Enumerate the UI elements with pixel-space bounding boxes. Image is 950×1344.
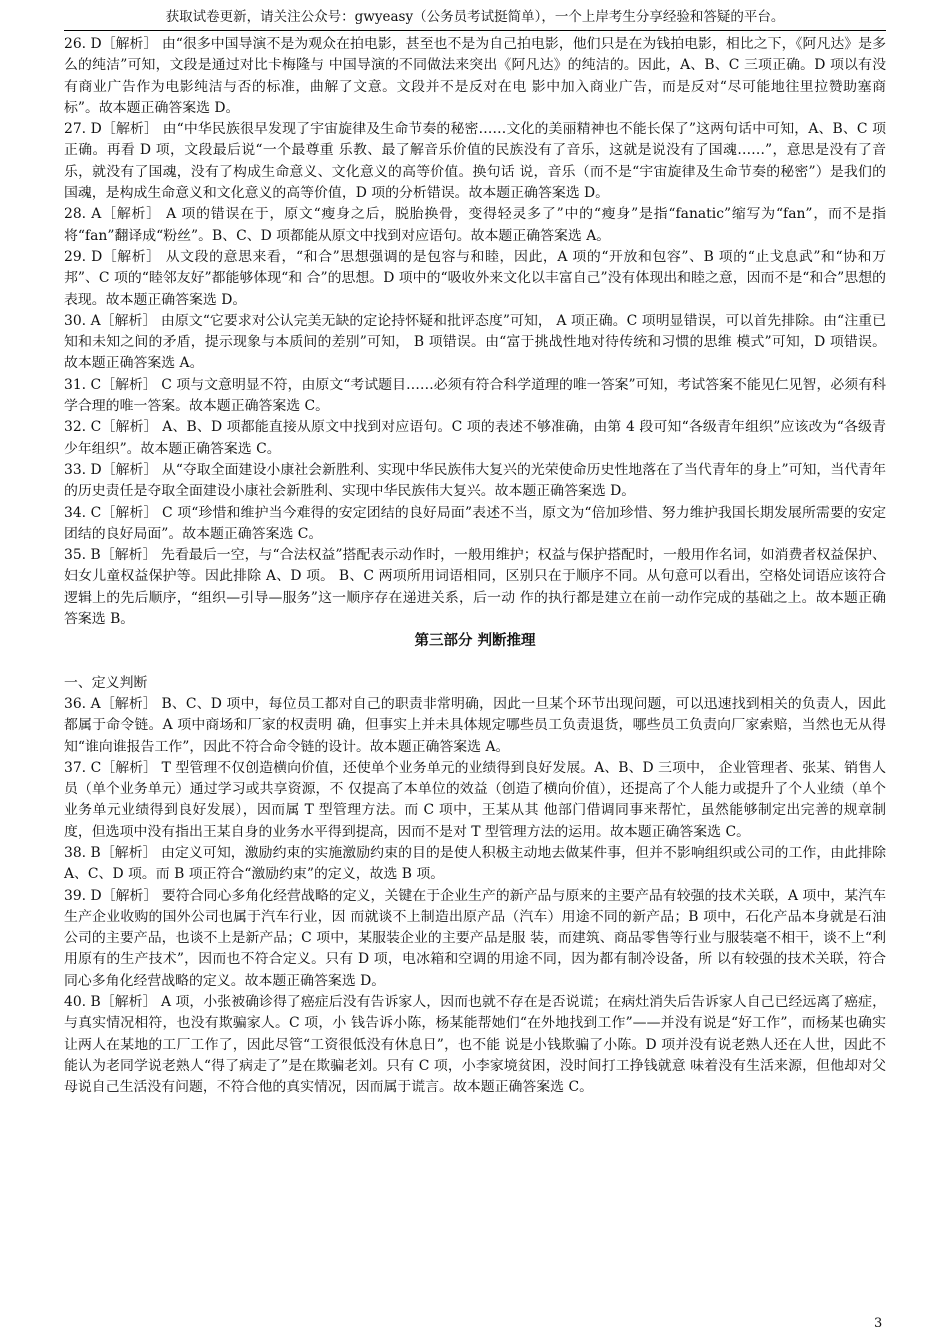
answer-40: 40. B［解析］ A 项，小张被确诊得了癌症后没有告诉家人，因而也就不存在是否说谎；在病灶消失后告诉家人自己已经远离了癌症，与真实情况相符，也没有欺骗家人。C 项，小 钱告诉小陈，杨某能帮她们“在外地找到工作”——并没有说是“好工作”，而杨某也确实让两人在某地的工厂工作了，因此尽管“工资很低没有休息日”，也不能 说是小钱欺骗了小陈。D 项并没有说老熟人还在人世，因此不能认为老同学说老熟人“得了病走了”是在欺骗老刘。只有 C 项，小李家境贫困，没时间打工挣钱就意 味着没有生活来源，但他却对父母说自己生活没有问题，不符合他的真实情况，因而属于谎言。故本题正确答案选 C。 bbox=[64, 994, 886, 1096]
answer-39: 39. D［解析］ 要符合同心多角化经营战略的定义，关键在于企业生产的新产品与原来的主要产品有较强的技术关联，A 项中，某汽车生产企业收购的国外公司也属于汽车行业，因 而就谈不上制造出原产品（汽车）用途不同的新产品；B 项中，石化产品本身就是石油公司的主要产品，也谈不上是新产品；C 项中，某服装企业的主要产品是服 装，而建筑、商品零售等行业与服装毫不相干，谈不上“利用原有的生产技术”，因而也不符合定义。只有 D 项，电冰箱和空调的用途不同，因为都有制冷设备，所 以有较强的技术关联，符合同心多角化经营战略的定义。故本题正确答案选 D。 bbox=[64, 887, 886, 989]
answer-29: 29. D［解析］ 从文段的意思来看，“和合”思想强调的是包容与和睦，因此，A 项的“开放和包容”、B 项的“止戈息武”和“协和万邦”、C 项的“睦邻友好”都能够体现“和 合”的思想。D 项中的“吸收外来文化以丰富自己”没有体现出和睦之意，因而不是“和合”思想的表现。故本题正确答案选 D。 bbox=[64, 248, 886, 308]
answer-26: 26. D［解析］ 由“很多中国导演不是为观众在拍电影，甚至也不是为自己拍电影，他们只是在为钱拍电影，相比之下，《阿凡达》是多么的纯洁”可知，文段是通过对比卡梅隆与 中国导演的不同做法来突出《阿凡达》的纯洁的。因此，A、B、C 三项正确。D 项以有没有商业广告作为电影纯洁与否的标准，曲解了文意。文段并不是反对在电 影中加入商业广告，而是反对“尽可能地往里拉赞助塞商标”。故本题正确答案选 D。 bbox=[64, 36, 886, 116]
answer-36: 36. A［解析］ B、C、D 项中，每位员工都对自己的职责非常明确，因此一旦某个环节出现问题，可以迅速找到相关的负责人，因此都属于命令链。A 项中商场和厂家的权责明 确，但事实上并未具体规定哪些员工负责退货，哪些员工负责向厂家索赔，当然也无从得知“谁向谁报告工作”，因此不符合命令链的设计。故本题正确答案选 A。 bbox=[64, 695, 886, 755]
answer-38: 38. B［解析］ 由定义可知，激励约束的实施激励约束的目的是使人积极主动地去做某件事，但并不影响组织或公司的工作，由此排除 A、C、D 项。而 B 项正符合“激励约束”的定义，故选 B 项。 bbox=[64, 844, 886, 883]
answer-28: 28. A［解析］ A 项的错误在于，原文“瘦身之后，脱胎换骨，变得轻灵多了”中的“瘦身”是指“fanatic”缩写为“fan”，而不是指将“fan”翻译成“粉丝”。B、C、D 项都能从原文中找到对应语句。故本题正确答案选 A。 bbox=[64, 206, 886, 244]
answer-30: 30. A［解析］ 由原文“它要求对公认完美无缺的定论持怀疑和批评态度”可知， A 项正确。C 项明显错误，可以首先排除。由“注重已知和未知之间的矛盾，提示现象与本质间的差别”可知， B 项错误。由“富于挑战性地对待传统和习惯的思维 模式”可知，D 项错误。故本题正确答案选 A。 bbox=[64, 312, 886, 372]
answer-31: 31. C［解析］ C 项与文意明显不符，由原文“考试题目……必须有符合科学道理的唯一答案”可知，考试答案不能见仁见智，必须有科学合理的唯一答案。故本题正确答案选 C。 bbox=[64, 376, 886, 415]
page-number: 3 bbox=[874, 1316, 883, 1331]
answer-33: 33. D［解析］ 从“夺取全面建设小康社会新胜利、实现中华民族伟大复兴的光荣使命历史性地落在了当代青年的身上”可知，当代青年的历史责任是夺取全面建设小康社会新胜利、实现中华民族伟大复兴。故本题正确答案选 D。 bbox=[64, 461, 886, 500]
document-body bbox=[64, 34, 886, 1099]
answer-35: 35. B［解析］ 先看最后一空，与“合法权益”搭配表示动作时，一般用维护；权益与保护搭配时，一般用作名词，如消费者权益保护、妇女儿童权益保护等。因此排除 A、D 项。 B、C 两项所用词语相同，区别只在于顺序不同。从句意可以看出，空格处词语应该符合逻辑上的先后顺序，“组织—引导—服务”这一顺序存在递进关系，后一动 作的执行都是建立在前一动作完成的基础之上。故本题正确答案选 B。 bbox=[64, 547, 886, 628]
section-title: 第三部分 判断推理 bbox=[414, 632, 536, 650]
answer-32: 32. C［解析］ A、B、D 项都能直接从原文中找到对应语句。C 项的表述不够准确，由第 4 段可知“各级青年组织”应该改为“各级青少年组织”。故本题正确答案选 C。 bbox=[64, 419, 886, 457]
answer-37: 37. C［解析］ T 型管理不仅创造横向价值，还使单个业务单元的业绩得到良好发展。A、B、D 三项中， 企业管理者、张某、销售人员（单个业务单元）通过学习或共享资源，不 仅提高了本单位的效益（创造了横向价值），还提高了个人能力或提升了个人业绩（单个业务单元业绩得到良好发展），因而属 T 型管理方法。而 C 项中，王某从其 他部门借调同事来帮忙，虽然能够制定出完善的规章制度，但选项中没有指出王某自身的业务水平得到提高，因而不是对 T 型管理方法的运用。故本题正确答案选 C。 bbox=[64, 759, 886, 840]
subsection-title: 一、定义判断 bbox=[64, 674, 148, 691]
answer-27: 27. D［解析］ 由“中华民族很早发现了宇宙旋律及生命节奏的秘密……文化的美丽精神也不能长保了”这两句话中可知，A、B、C 项正确。再看 D 项，文段最后说“一个最尊重 乐教、最了解音乐价值的民族没有了音乐，这就是说没有了国魂……”，意思是没有了音乐，就没有了国魂，没有了构成生命意义、文化意义的高等价值。换句话 说，音乐（而不是“宇宙旋律及生命节奏的秘密”）是我们的国魂，是构成生命意义和文化意义的高等价值，D 项的分析错误。故本题正确答案选 D。 bbox=[64, 121, 886, 202]
section-spacer bbox=[64, 652, 886, 673]
answer-34: 34. C［解析］ C 项“珍惜和维护当今难得的安定团结的良好局面”表述不当，原文为“倍加珍惜、努力维护我国长期发展所需要的安定团结的良好局面”。故本题正确答案选 C。 bbox=[64, 504, 886, 542]
page-header: 获取试卷更新，请关注公众号：gwyeasy（公务员考试挺简单），一个上岸考生分享经验和答疑的平台。 bbox=[165, 9, 785, 25]
header-divider bbox=[64, 30, 886, 31]
